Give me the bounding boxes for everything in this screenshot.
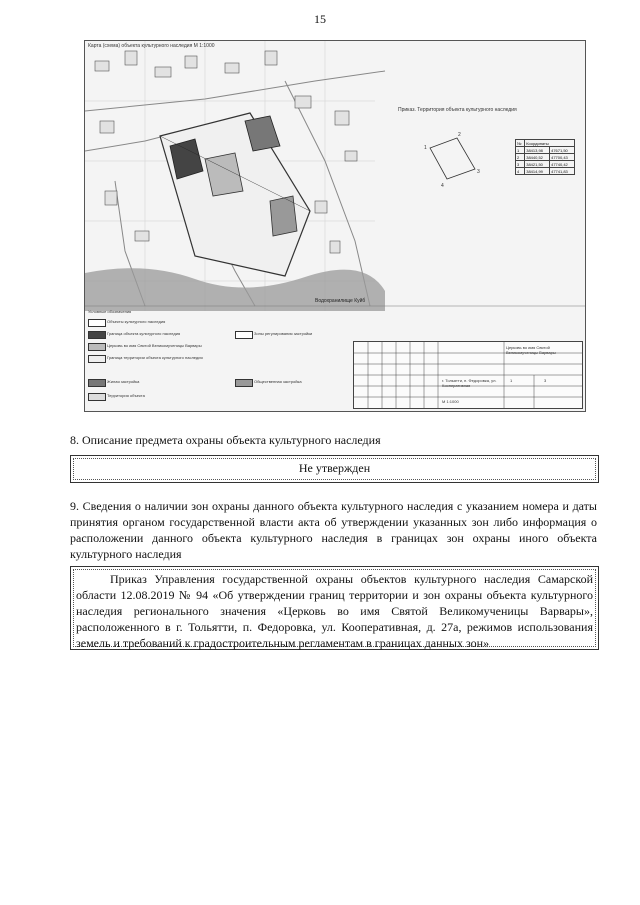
svg-text:1: 1 [424,145,427,151]
stamp-sheets: 3 [544,378,547,383]
section-8-value-box [70,455,599,483]
title-block-stamp [353,341,583,409]
table-cell: 38421,50 [525,161,550,168]
legend-swatch [235,331,253,339]
table-header-cell: Координаты [525,140,575,147]
legend-item: Объекты культурного наследия [107,319,166,324]
table-cell: 47740,42 [550,161,575,168]
stamp-address: г. Тольятти, п. Федоровка, ул. Кооперативная [442,378,497,388]
table-cell: 4 [516,168,525,175]
legend-swatch [88,379,106,387]
table-row [516,154,575,161]
table-cell: 2 [516,154,525,161]
table-cell: 38413,98 [525,147,550,154]
river-label: Водохранилище Куйб [315,298,366,304]
legend-swatch [88,355,106,363]
table-row [516,147,575,154]
table-cell: 47671,50 [550,147,575,154]
table-cell: 47741,83 [550,168,575,175]
legend-swatch [88,343,106,351]
legend-swatch [88,319,106,327]
table-header-row [516,140,575,147]
section-9-heading: 9. Сведения о наличии зон охраны данного объекта культурного наследия с указанием номера и даты принятия органом государственной власти акта об утверждении указанных зон либо информация о расположении данного объекта культурного наследия в границах зон охраны иного объекта культурного наследия [70,499,597,561]
svg-text:4: 4 [441,183,444,189]
stamp-sheet: 1 [510,378,513,383]
section-8-heading: 8. Описание предмета охраны объекта культурного наследия [70,433,381,447]
legend-item: Церковь во имя Святой Великомученицы Варвары [107,343,202,348]
scheme-caption: Приказ. Территория объекта культурного наследия [398,107,517,113]
page-number: 15 [314,12,326,26]
legend-swatch [88,331,106,339]
stamp-scale: М 1:1000 [442,399,459,404]
legend-title: Условные обозначения [88,309,132,314]
legend-item: Территория объекта [107,393,145,398]
table-cell: 38440,52 [525,154,550,161]
section-9-value-box [70,566,599,650]
table-row [516,168,575,175]
table-cell: 47700,43 [550,154,575,161]
legend-item: Жилая застройка [107,379,140,384]
svg-text:2: 2 [458,132,461,138]
table-cell: 3 [516,161,525,168]
table-row [516,161,575,168]
section-9-value: Приказ Управления государственной охраны объектов культурного наследия Самарской области 12.08.2019 № 94 «Об утверждении границ территории и зон охраны объекта культурного наследия регионального значения «Церковь во имя Святой Великомученицы Варвары», расположенного в г. Тольятти, п. Федоровка, ул. Кооперативная, д. 27а, режимов использования земель и требований к градостроительным регламентам в границах данных зон» [76,572,593,650]
table-cell: 1 [516,147,525,154]
legend-item: Граница территории объекта культурного наследия [107,355,203,360]
map-caption: Карта (схема) объекта культурного наследия М 1:1000 [88,43,215,49]
svg-text:3: 3 [477,169,480,175]
legend-swatch [88,393,106,401]
legend-item: Общественная застройка [254,379,302,384]
legend-item: Граница объекта культурного наследия [107,331,181,336]
legend-swatch [235,379,253,387]
legend-item: Зоны регулирования застройки [254,331,313,336]
table-header-cell: № [516,140,525,147]
stamp-title: Церковь во имя Святой Великомученицы Варвары [506,345,556,355]
coordinates-table [515,139,575,175]
table-cell: 38414,99 [525,168,550,175]
section-8-value: Не утвержден [298,461,371,475]
heritage-site-map [84,40,586,412]
